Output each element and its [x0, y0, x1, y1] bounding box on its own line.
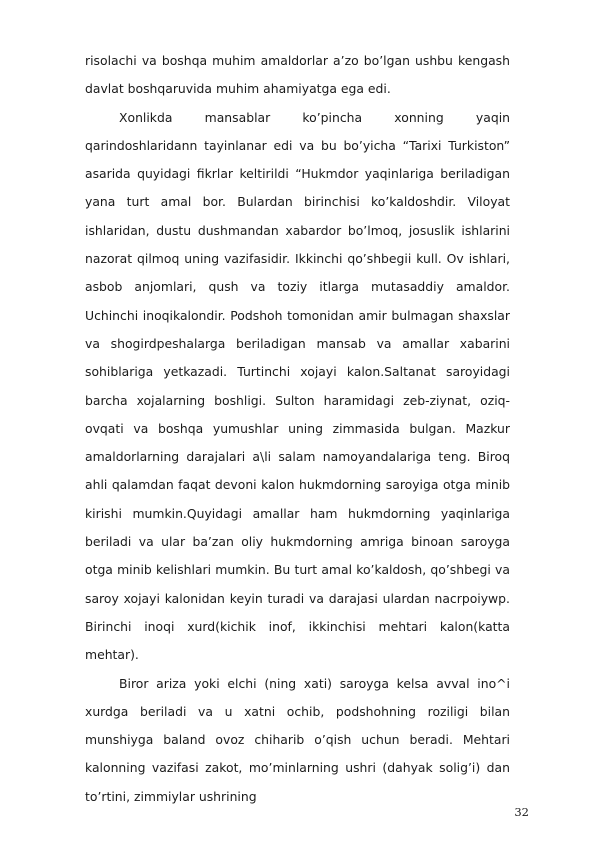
paragraph-ariza-elchi: Biror ariza yoki elchi (ning xati) saroyga kelsa avval ino^i xurdga beriladi va u xatni ochib, podshohning roziligi bilan munshiyga baland ovoz chiharib o’qish uchun beradi. Mehtari kalonning vazifasi zakot, mo’minlarning ushri (dahyak solig’i) dan to’rtini, zimmiylar ushrining: [85, 675, 510, 804]
paragraph-xonlik-mansablar: Xonlikda mansablar ko’pincha xonning yaqin qarindoshlaridann tayinlanar edi va bu bo’yicha “Tarixi Turkiston” asarida quyidagi fikrlar keltirildi “Hukmdor yaqinlariga beriladigan yana turt amal bor. Bulardan birinchisi ko’kaldoshdir. Viloyat ishlaridan, dustu dushmandan xabardor bo’lmoq, josuslik ishlarini nazorat qilmoq uning vazifasidir. Ikkinchi qo’shbegii kull. Ov ishlari, asbob anjomlari, qush va toziy itlarga mutasaddiy amaldor. Uchinchi inoqikalondir. Podshoh tomonidan amir bulmagan shaxslar va shogirdpeshalarga beriladigan mansab va amallar xabarini sohiblariga yetkazadi. Turtinchi xojayi kalon.Saltanat saroyidagi barcha xojalarning boshligi. Sulton haramidagi zeb-ziynat, oziq-ovqati va boshqa yumushlar uning zimmasida bulgan. Mazkur amaldorlarning darajalari a\li salam namoyandalariga teng. Biroq ahli qalamdan faqat devoni kalon hukmdorning saroyiga otga minib kirishi mumkin.Quyidagi amallar ham hukmdorning yaqinlariga beriladi va ular ba’zan oliy hukmdorning amriga binoan saroyga otga minib kelishlari mumkin. Bu turt amal ko’kaldosh, qo’shbegi va saroy xojayi kalonidan keyin turadi va darajasi ulardan nacrpoiywp. Birinchi inoqi xurd(kichik inof, ikkinchisi mehtari kalon(katta mehtar).: [85, 109, 510, 663]
page-number: 32: [514, 805, 529, 819]
body-text: [85, 47, 510, 811]
paragraph-continuation: risolachi va boshqa muhim amaldorlar a’zo bo’lgan ushbu kengash davlat boshqaruvida muhim ahamiyatga ega edi.: [85, 53, 510, 97]
